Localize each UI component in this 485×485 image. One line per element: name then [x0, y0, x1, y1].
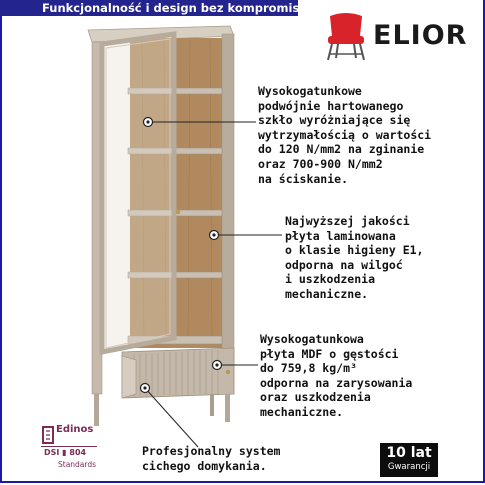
edinos-standard: DSI ▮ 804: [44, 448, 87, 457]
warranty-label: Gwarancji: [387, 462, 431, 472]
brand-name: ELIOR: [373, 20, 468, 51]
edinos-badge: [38, 422, 100, 478]
warranty-years: 10 lat: [386, 445, 432, 461]
warranty-badge: [380, 443, 438, 477]
edinos-brand: Edinos: [56, 424, 94, 435]
banner-title: Funkcjonalność i design bez kompromisów: [0, 0, 298, 16]
edinos-label: Standards: [58, 460, 97, 469]
callout-mdf: Wysokogatunkowa płyta MDF o gęstości do 759,8 kg/m³ odporna na zarysowania oraz uszkodzenia mechaniczne.: [260, 332, 413, 419]
callout-laminate: Najwyższej jakości płyta laminowana o klasie higieny E1, odporna na wilgoć i uszkodzenia mechaniczne.: [285, 214, 424, 301]
callout-soft-close: Profesjonalny system cichego domykania.: [142, 444, 281, 473]
callout-glass: Wysokogatunkowe podwójnie hartowanego szkło wyróżniające się wytrzymałością o wartości do 120 N/mm2 na zginanie oraz 700-900 N/mm2 na ściskanie.: [258, 84, 432, 186]
